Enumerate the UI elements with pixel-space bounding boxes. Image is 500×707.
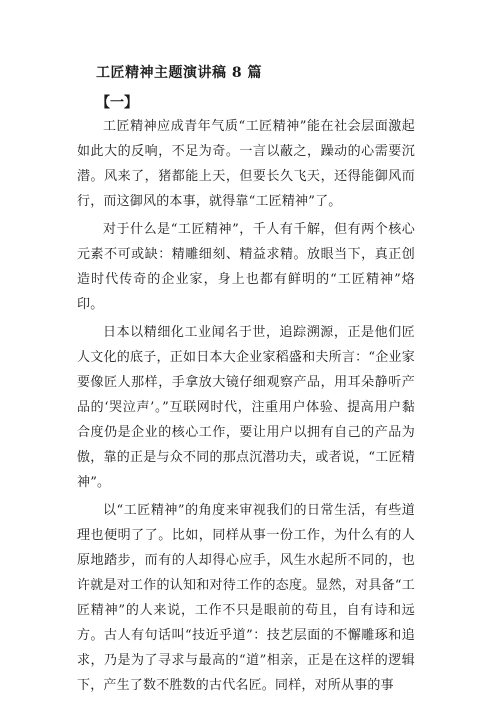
document-title: 工匠精神主题演讲稿 8 篇 <box>96 65 262 81</box>
paragraph: 工匠精神应成青年气质“工匠精神”能在社会层面激起如此大的反响，不足为奇。一言以蔽之，躁动的心需要沉潜。风来了，猪都能上天，但要长久飞天，还得能御风而行，而这御风的本事，就得靠“工匠精神”了。 <box>77 119 415 209</box>
paragraph: 以“工匠精神”的角度来审视我们的日常生活，有些道理也便明了了。比如，同样从事一份工作，为什么有的人原地踏步，而有的人却得心应手，风生水起所不同的，也许就是对工作的认知和对待工作的态度。显然，对具备“工匠精神”的人来说，工作不只是眼前的苟且，自有诗和远方。古人有句话叫“技近乎道”：技艺层面的不懈雕琢和追求，乃是为了寻求与最高的“道”相亲，正是在这样的逻辑下，产生了数不胜数的古代名匠。同样，对所从事的事 <box>77 503 415 693</box>
paragraph: 对于什么是“工匠精神”，千人有千解，但有两个核心元素不可或缺：精雕细刻、精益求精。放眼当下，真正创造时代传奇的企业家，身上也都有鲜明的“工匠精神”烙印。 <box>77 222 415 312</box>
paragraph: 日本以精细化工业闻名于世，追踪溯源，正是他们匠人文化的底子，正如日本大企业家稻盛和夫所言：“企业家要像匠人那样，手拿放大镜仔细观察产品，用耳朵静听产品的‘哭泣声’。”互联网时代，注重用户体验、提高用户黏合度仍是企业的核心工作，要让用户以拥有自己的产品为傲，靠的正是与众不同的那点沉潜功夫，或者说，“工匠精神”。 <box>77 325 415 490</box>
document-body <box>77 114 415 701</box>
section-label: 【一】 <box>96 95 138 111</box>
